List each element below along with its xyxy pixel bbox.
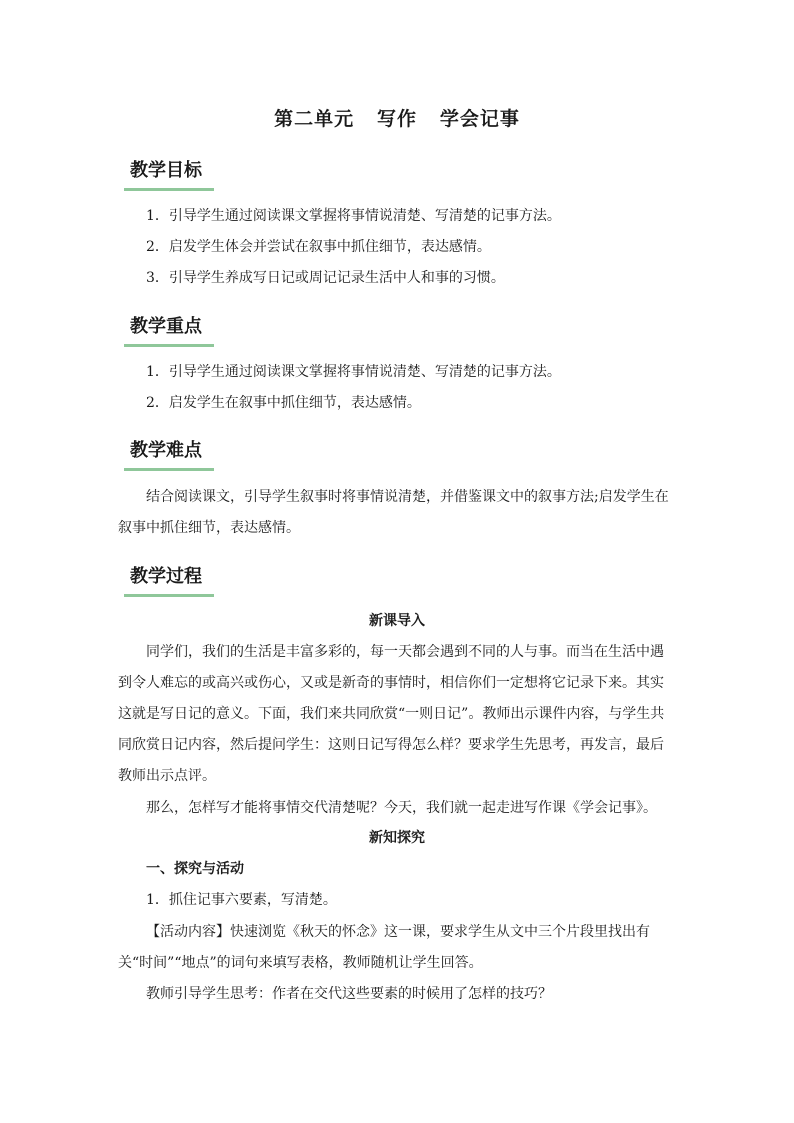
activity-label: 【活动内容】 <box>146 924 230 940</box>
intro-paragraph-1-text: 同学们，我们的生活是丰富多彩的，每一天都会遇到不同的人与事。而当在生活中遇到令人难忘的或高兴或伤心，又或是新奇的事情时，相信你们一定想将它记录下来。其实这就是写日记的意义。下面，我们来共同欣赏“一则日记”。教师出示课件内容，与学生共同欣赏日记内容，然后提问学生：这则日记写得怎么样？要求学生先思考，再发言，最后教师出示点评。 <box>118 644 665 784</box>
step-1: 1．抓住记事六要素，写清楚。 <box>146 892 337 908</box>
intro-paragraph-2-text: 那么，怎样写才能将事情交代清楚呢？今天，我们就一起走进写作课《学会记事》。 <box>146 800 657 816</box>
teacher-prompt-text: 教师引导学生思考：作者在交代这些要素的时候用了怎样的技巧？ <box>146 986 552 1002</box>
subheading-explore: 新知探究 <box>369 830 425 846</box>
difficulties-paragraph <box>118 482 676 544</box>
goal-item-1: 1．引导学生通过阅读课文掌握将事情说清楚、写清楚的记事方法。 <box>146 208 561 224</box>
key-point-item-1: 1．引导学生通过阅读课文掌握将事情说清楚、写清楚的记事方法。 <box>146 364 561 380</box>
intro-paragraph-1 <box>118 637 676 792</box>
intro-paragraph-2 <box>118 793 676 824</box>
goal-item-3: 3．引导学生养成写日记或周记记录生活中人和事的习惯。 <box>146 270 505 286</box>
section-heading-difficulties: 教学难点 <box>124 438 214 471</box>
section-heading-goals: 教学目标 <box>124 158 214 191</box>
difficulties-text: 结合阅读课文，引导学生叙事时将事情说清楚，并借鉴课文中的叙事方法;启发学生在叙事中抓住细节，表达感情。 <box>118 489 669 536</box>
section-heading-key-points: 教学重点 <box>124 314 214 347</box>
key-point-item-2: 2．启发学生在叙事中抓住细节，表达感情。 <box>146 395 421 411</box>
section-heading-process: 教学过程 <box>124 564 214 597</box>
page-title: 第二单元 写作 学会记事 <box>274 108 520 130</box>
activity-text: 快速浏览《秋天的怀念》这一课，要求学生从文中三个片段里找出有关“时间”“地点”的词句来填写表格，教师随机让学生回答。 <box>118 924 650 971</box>
subheading-intro: 新课导入 <box>369 613 425 629</box>
teacher-prompt-paragraph <box>118 979 676 1010</box>
part-heading-1: 一、探究与活动 <box>146 861 244 877</box>
goal-item-2: 2．启发学生体会并尝试在叙事中抓住细节，表达感情。 <box>146 239 491 255</box>
activity-paragraph <box>118 917 676 979</box>
